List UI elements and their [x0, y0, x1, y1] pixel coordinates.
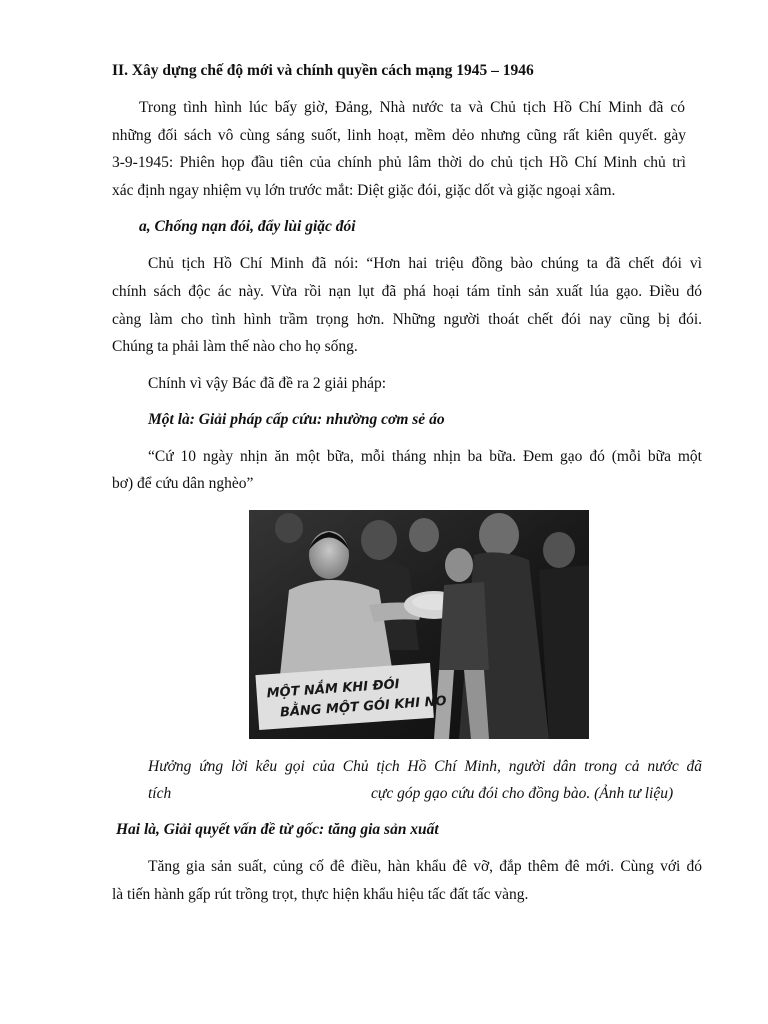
subheading-a: a, Chống nạn đói, đẩy lùi giặc đói	[139, 218, 356, 235]
caption-line-1: Hưởng ứng lời kêu gọi của Chủ tịch Hồ Chí Minh, người dân trong cả nước đã	[148, 758, 702, 775]
solution-one-line-2: bơ) để cứu dân nghèo”	[112, 475, 254, 492]
solution-one-line-1: “Cứ 10 ngày nhịn ăn một bữa, mỗi tháng nhịn ba bữa. Đem gạo đó (mỗi bữa một	[148, 448, 702, 465]
intro-line-4: xác định ngay nhiệm vụ lớn trước mắt: Diệt giặc đói, giặc dốt và giặc ngoại xâm.	[112, 182, 616, 199]
solutions-intro: Chính vì vậy Bác đã đề ra 2 giải pháp:	[148, 375, 387, 392]
photo-illustration	[249, 510, 589, 739]
solution-two-line-2: là tiến hành gấp rút trồng trọt, thực hiện khẩu hiệu tấc đất tấc vàng.	[112, 886, 529, 903]
quote-line-1: Chủ tịch Hồ Chí Minh đã nói: “Hơn hai triệu đồng bào chúng ta đã chết đói vì	[148, 255, 702, 272]
quote-line-2: chính sách độc ác này. Vừa rồi nạn lụt đã phá hoại tám tỉnh sản xuất lúa gạo. Điều đó	[112, 283, 702, 300]
historical-photo	[249, 510, 589, 739]
banner-line-1: MỘT NẮM KHI ĐÓI	[266, 677, 400, 702]
section-heading: II. Xây dựng chế độ mới và chính quyền cách mạng 1945 – 1946	[112, 62, 534, 79]
caption-line-2-left: tích	[148, 785, 172, 802]
solution-one-heading: Một là: Giải pháp cấp cứu: nhường cơm sẻ áo	[148, 411, 445, 428]
intro-line-3: 3-9-1945: Phiên họp đầu tiên của chính phủ lâm thời do chủ tịch Hồ Chí Minh chủ trì	[112, 154, 686, 171]
quote-line-3: càng làm cho tình hình trầm trọng hơn. Những người thoát chết đói nay cũng bị đói.	[112, 311, 702, 328]
solution-two-heading: Hai là, Giải quyết vấn đề từ gốc: tăng gia sản xuất	[116, 821, 439, 838]
intro-line-2: những đối sách vô cùng sáng suốt, linh hoạt, mềm dẻo nhưng cũng rất kiên quyết. gày	[112, 127, 686, 144]
caption-line-2-right: cực góp gạo cứu đói cho đồng bào. (Ảnh tư liệu)	[371, 785, 674, 802]
solution-two-line-1: Tăng gia sản suất, củng cố đê điều, hàn khẩu đê vỡ, đắp thêm đê mới. Cùng với đó	[148, 858, 702, 875]
banner-line-2: BẰNG MỘT GÓI KHI NO	[279, 693, 448, 721]
intro-line-1: Trong tình hình lúc bấy giờ, Đảng, Nhà nước ta và Chủ tịch Hồ Chí Minh đã có	[139, 99, 685, 116]
quote-line-4: Chúng ta phải làm thế nào cho họ sống.	[112, 338, 358, 355]
